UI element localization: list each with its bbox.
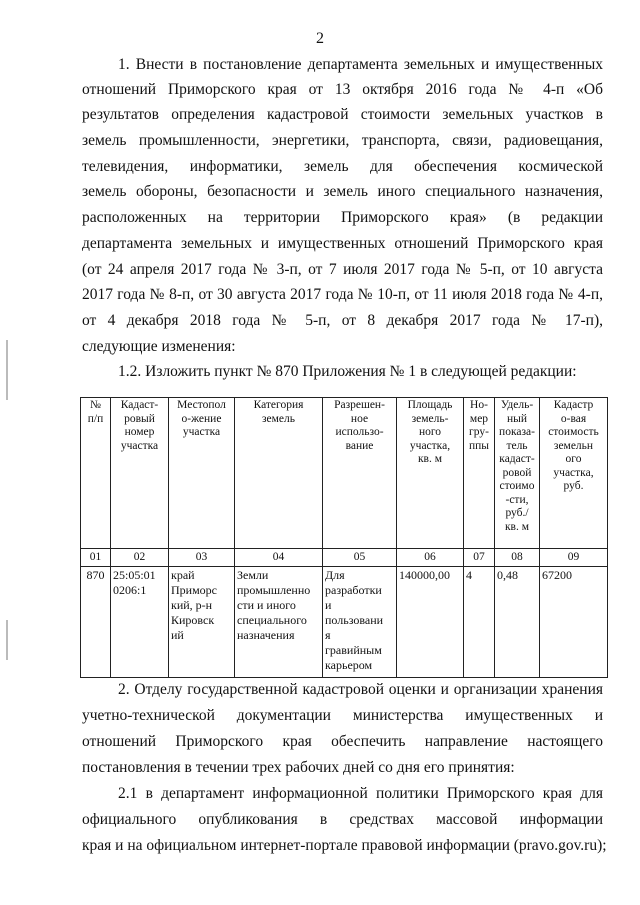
column-number-cell: 04 [235,549,323,567]
para1-line: отношений Приморского края от 13 октября 2016 года № 4-п «Об [82,81,603,98]
data-cell: 4 [464,567,495,678]
data-cell: 67200 [540,567,608,678]
para3-line: отношений Приморского края обеспечить направление настоящего [82,733,603,750]
para1-line: расположенных на территории Приморского края» (в редакции [82,209,603,226]
para4-line: края и на официальном интернет-портале правовой информации (pravo.gov.ru); [82,837,607,854]
column-number-cell: 07 [464,549,495,567]
column-number-cell: 01 [81,549,111,567]
header-cell: Местопол о-жение участка [169,398,235,549]
data-cell: Для разработки и пользовани я гравийным карьером [323,567,397,678]
para4-line: 2.1 в департамент информационной политики Приморского края для [118,785,603,802]
column-number-cell: 02 [111,549,169,567]
column-number-cell: 05 [323,549,397,567]
para1-line: телевидения, информатики, земель для обеспечения космической [82,158,603,175]
table-row [81,567,608,678]
header-cell: Удель- ный показа- тель кадаст- ровой стоимо -сти, руб./ кв. м [495,398,540,549]
table-header-row [81,398,608,549]
data-cell: 0,48 [495,567,540,678]
table-number-row [81,549,608,567]
page-number: 2 [316,30,324,47]
para1-line: 1. Внести в постановление департамента земельных и имущественных [118,56,603,73]
column-number-cell: 03 [169,549,235,567]
data-cell: 25:05:01 0206:1 [111,567,169,678]
para1-line: от 4 декабря 2018 года № 5-п, от 8 декабря 2017 года № 17-п), [82,312,603,329]
para3-line: постановления в течении трех рабочих дней со дня его принятия: [82,759,515,776]
header-cell: Разрешен- ное использо- вание [323,398,397,549]
column-number-cell: 08 [495,549,540,567]
header-cell: Площадь земель- ного участка, кв. м [397,398,464,549]
land-plot-table [80,397,608,678]
data-cell: край Приморс кий, р-н Кировск ий [169,567,235,678]
para1-line: департамента земельных и имущественных отношений Приморского края [82,235,603,252]
scan-margin-mark [6,620,8,660]
para1-line: земель промышленности, энергетики, транспорта, связи, радиовещания, [82,132,603,149]
header-cell: Кадаст- ровый номер участка [111,398,169,549]
para4-line: официального опубликования в средствах массовой информации [82,811,603,828]
data-cell: Земли промышленно сти и иного специального назначения [235,567,323,678]
data-cell: 140000,00 [397,567,464,678]
header-cell: № п/п [81,398,111,549]
para1-line: 2017 года № 8-п, от 30 августа 2017 года № 10-п, от 11 июля 2018 года № 4-п, [82,286,603,303]
para3-line: учетно-технической документации министерства имущественных и [82,707,603,724]
header-cell: Но- мер гру- ппы [464,398,495,549]
para1-line: земель обороны, безопасности и земель иного специального назначения, [82,183,603,200]
para3-line: 2. Отделу государственной кадастровой оценки и организации хранения [118,681,603,698]
header-cell: Категория земель [235,398,323,549]
data-cell: 870 [81,567,111,678]
para2-line: 1.2. Изложить пункт № 870 Приложения № 1 в следующей редакции: [118,363,577,380]
column-number-cell: 06 [397,549,464,567]
para1-line: результатов определения кадастровой стоимости земельных участков в [82,106,603,123]
header-cell: Кадастр о-вая стоимость земельн ого участка, руб. [540,398,608,549]
scan-margin-mark [6,340,8,400]
column-number-cell: 09 [540,549,608,567]
para1-line: следующие изменения: [82,338,236,355]
para1-line: (от 24 апреля 2017 года № 3-п, от 7 июля 2017 года № 5-п, от 10 августа [82,261,603,278]
